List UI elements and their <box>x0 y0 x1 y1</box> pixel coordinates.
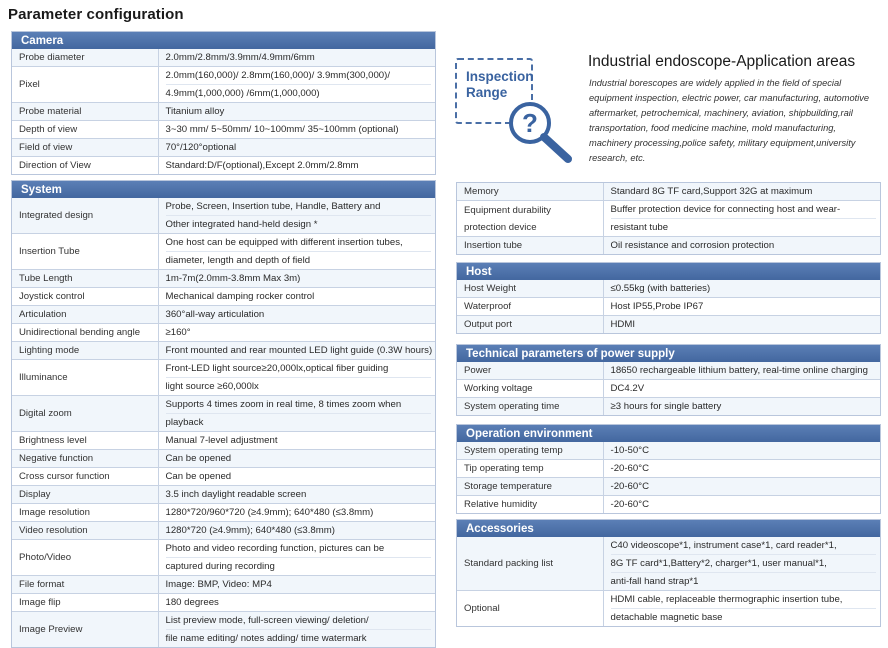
spec-row <box>12 360 435 396</box>
spec-value-line: -20-60°C <box>610 499 649 510</box>
spec-value-line: Supports 4 times zoom in real time, 8 times zoom when <box>166 396 432 414</box>
spec-label: Articulation <box>12 306 158 324</box>
spec-row <box>12 139 435 157</box>
spec-value-line: 8G TF card*1,Battery*2, charger*1, user manual*1, <box>611 555 877 573</box>
spec-value-line: captured during recording <box>165 561 275 572</box>
spec-value <box>158 103 435 121</box>
camera-panel <box>11 31 436 175</box>
inspection-label: Inspection <box>466 69 534 84</box>
spec-value-line: 1280*720/960*720 (≥4.9mm); 640*480 (≤3.8mm) <box>165 507 374 518</box>
spec-label: Probe material <box>12 103 158 121</box>
spec-value-line: 2.0mm(160,000)/ 2.8mm(160,000)/ 3.9mm(300,000)/ <box>166 67 432 85</box>
spec-label: System operating time <box>457 398 603 416</box>
host-header: Host <box>457 263 880 280</box>
spec-label: Insertion tube <box>457 237 603 255</box>
spec-row <box>12 67 435 103</box>
range-label: Range <box>466 85 508 100</box>
spec-label: Pixel <box>12 67 158 103</box>
spec-value-line: ≤0.55kg (with batteries) <box>610 283 711 294</box>
spec-value <box>603 496 880 514</box>
host-table <box>457 280 880 333</box>
spec-value-line: One host can be equipped with different insertion tubes, <box>166 234 432 252</box>
spec-value <box>158 288 435 306</box>
spec-value-line: 2.0mm/2.8mm/3.9mm/4.9mm/6mm <box>165 52 315 63</box>
spec-label: Integrated design <box>12 198 158 234</box>
spec-value <box>158 198 435 234</box>
spec-row <box>457 201 880 237</box>
spec-value <box>158 396 435 432</box>
spec-value-line: Standard 8G TF card,Support 32G at maximum <box>610 186 813 197</box>
spec-label: Probe diameter <box>12 49 158 67</box>
spec-value-line: diameter, length and depth of field <box>165 255 311 266</box>
spec-value-line: 3~30 mm/ 5~50mm/ 10~100mm/ 35~100mm (optional) <box>165 124 399 135</box>
spec-value <box>158 576 435 594</box>
power-table <box>457 362 880 415</box>
spec-row <box>457 442 880 460</box>
spec-value <box>158 234 435 270</box>
spec-value <box>158 139 435 157</box>
spec-value <box>603 237 880 255</box>
spec-label: Brightness level <box>12 432 158 450</box>
spec-row <box>12 450 435 468</box>
spec-row <box>12 198 435 234</box>
spec-label: Working voltage <box>457 380 603 398</box>
application-title: Industrial endoscope-Application areas <box>588 53 856 70</box>
spec-value-line: 180 degrees <box>165 597 219 608</box>
spec-row <box>12 432 435 450</box>
camera-table <box>12 49 435 174</box>
spec-value-line: 3.5 inch daylight readable screen <box>165 489 307 500</box>
spec-value <box>603 183 880 201</box>
spec-row <box>12 306 435 324</box>
spec-label: Display <box>12 486 158 504</box>
memory-table <box>457 183 880 254</box>
spec-row <box>12 342 435 360</box>
spec-label: Storage temperature <box>457 478 603 496</box>
spec-value <box>158 540 435 576</box>
spec-row <box>12 576 435 594</box>
spec-value-line: HDMI <box>610 319 636 330</box>
spec-row <box>457 537 880 591</box>
system-header: System <box>12 181 435 198</box>
spec-row <box>12 49 435 67</box>
spec-label: Optional <box>457 591 603 627</box>
spec-label: Waterproof <box>457 298 603 316</box>
spec-label: Depth of view <box>12 121 158 139</box>
environment-table <box>457 442 880 513</box>
spec-label: Insertion Tube <box>12 234 158 270</box>
spec-row <box>457 478 880 496</box>
spec-row <box>457 280 880 298</box>
spec-label: Image Preview <box>12 612 158 648</box>
spec-value <box>158 522 435 540</box>
camera-header: Camera <box>12 32 435 49</box>
spec-value-line: light source ≥60,000lx <box>165 381 259 392</box>
spec-value-line: Can be opened <box>165 471 232 482</box>
spec-label: Power <box>457 362 603 380</box>
spec-value <box>158 432 435 450</box>
spec-label: Photo/Video <box>12 540 158 576</box>
spec-row <box>12 522 435 540</box>
spec-row <box>12 121 435 139</box>
power-header: Technical parameters of power supply <box>457 345 880 362</box>
spec-value-line: 360°all-way articulation <box>165 309 265 320</box>
spec-value-line: 1m-7m(2.0mm-3.8mm Max 3m) <box>165 273 301 284</box>
spec-value-line: detachable magnetic base <box>610 612 723 623</box>
spec-value-line: Buffer protection device for connecting host and wear- <box>611 201 877 219</box>
spec-value <box>158 157 435 175</box>
spec-label: Tube Length <box>12 270 158 288</box>
spec-value <box>158 342 435 360</box>
spec-value <box>158 486 435 504</box>
spec-label: Memory <box>457 183 603 201</box>
spec-value <box>603 380 880 398</box>
spec-value <box>603 362 880 380</box>
spec-row <box>12 468 435 486</box>
spec-value <box>158 360 435 396</box>
spec-row <box>457 380 880 398</box>
spec-value-line: DC4.2V <box>610 383 645 394</box>
page-title: Parameter configuration <box>8 6 184 23</box>
spec-value-line: Other integrated hand-held design * <box>165 219 318 230</box>
spec-label: Illuminance <box>12 360 158 396</box>
spec-row <box>12 486 435 504</box>
spec-label: Direction of View <box>12 157 158 175</box>
spec-value-line: -20-60°C <box>610 463 649 474</box>
spec-label: Image flip <box>12 594 158 612</box>
spec-value-line: Titanium alloy <box>165 106 225 117</box>
spec-row <box>12 103 435 121</box>
system-table <box>12 198 435 647</box>
spec-label: Relative humidity <box>457 496 603 514</box>
spec-value <box>158 612 435 648</box>
spec-value <box>603 316 880 334</box>
spec-value <box>603 280 880 298</box>
spec-value <box>158 270 435 288</box>
spec-label: Lighting mode <box>12 342 158 360</box>
spec-row <box>12 540 435 576</box>
spec-value-line: Photo and video recording function, pictures can be <box>166 540 432 558</box>
spec-value <box>603 537 880 591</box>
spec-value-line: anti-fall hand strap*1 <box>610 576 699 587</box>
spec-row <box>457 316 880 334</box>
spec-label: Cross cursor function <box>12 468 158 486</box>
spec-label: Field of view <box>12 139 158 157</box>
spec-row <box>457 183 880 201</box>
accessories-panel <box>456 519 881 627</box>
spec-value-line: -20-60°C <box>610 481 649 492</box>
spec-value-line: 1280*720 (≥4.9mm); 640*480 (≤3.8mm) <box>165 525 335 536</box>
spec-value <box>603 398 880 416</box>
spec-value <box>158 306 435 324</box>
spec-value <box>158 594 435 612</box>
spec-row <box>457 298 880 316</box>
spec-value-line: resistant tube <box>610 222 669 233</box>
spec-value-line: Front-LED light source≥20,000lx,optical fiber guiding <box>166 360 432 378</box>
spec-row <box>12 270 435 288</box>
power-panel <box>456 344 881 416</box>
spec-row <box>457 237 880 255</box>
spec-label: Standard packing list <box>457 537 603 591</box>
spec-value-line: Oil resistance and corrosion protection <box>610 240 775 251</box>
spec-value <box>158 67 435 103</box>
svg-text:?: ? <box>522 108 538 138</box>
spec-value <box>603 298 880 316</box>
spec-value <box>158 49 435 67</box>
spec-value <box>603 442 880 460</box>
spec-row <box>457 496 880 514</box>
spec-value <box>603 478 880 496</box>
spec-label: Host Weight <box>457 280 603 298</box>
spec-value-line: C40 videoscope*1, instrument case*1, card reader*1, <box>611 537 877 555</box>
spec-value-line: 18650 rechargeable lithium battery, real-time online charging <box>610 365 868 376</box>
spec-value <box>158 450 435 468</box>
system-panel <box>11 180 436 648</box>
spec-row <box>457 398 880 416</box>
spec-value <box>158 121 435 139</box>
spec-label: Joystick control <box>12 288 158 306</box>
spec-value-line: ≥160° <box>165 327 191 338</box>
spec-row <box>12 594 435 612</box>
spec-value <box>158 324 435 342</box>
accessories-header: Accessories <box>457 520 880 537</box>
spec-value <box>158 504 435 522</box>
host-panel <box>456 262 881 334</box>
spec-row <box>457 591 880 627</box>
spec-value <box>603 201 880 237</box>
spec-value <box>158 468 435 486</box>
spec-label: Output port <box>457 316 603 334</box>
spec-value-line: Can be opened <box>165 453 232 464</box>
spec-row <box>12 157 435 175</box>
spec-value-line: List preview mode, full-screen viewing/ deletion/ <box>166 612 432 630</box>
spec-value-line: Manual 7-level adjustment <box>165 435 278 446</box>
spec-row <box>12 324 435 342</box>
spec-value-line: Front mounted and rear mounted LED light guide (0.3W hours) <box>165 345 433 356</box>
spec-value-line: 70°/120°optional <box>165 142 237 153</box>
spec-label: Digital zoom <box>12 396 158 432</box>
accessories-table <box>457 537 880 626</box>
spec-value-line: -10-50°C <box>610 445 649 456</box>
spec-label: File format <box>12 576 158 594</box>
application-description: Industrial borescopes are widely applied in the field of special equipment inspection, electric power, car manufacturing, automotive aftermarket, petrochemical, machinery, aviation, shipbuilding,rail transportation, food medicine machine, mold manufacturing, machinery processing,police safety, military equipment,university research, etc. <box>589 78 870 163</box>
spec-row <box>12 504 435 522</box>
spec-row <box>12 396 435 432</box>
spec-value-line: Mechanical damping rocker control <box>165 291 315 302</box>
spec-label: Tip operating temp <box>457 460 603 478</box>
spec-value <box>603 460 880 478</box>
spec-row <box>12 234 435 270</box>
spec-label: Negative function <box>12 450 158 468</box>
spec-value-line: 4.9mm(1,000,000) /6mm(1,000,000) <box>165 88 320 99</box>
memory-panel <box>456 182 881 255</box>
spec-label: Video resolution <box>12 522 158 540</box>
environment-header: Operation environment <box>457 425 880 442</box>
spec-label: Equipment durability protection device <box>457 201 603 237</box>
environment-panel <box>456 424 881 514</box>
spec-label: Unidirectional bending angle <box>12 324 158 342</box>
spec-value-line: Standard:D/F(optional),Except 2.0mm/2.8mm <box>165 160 359 171</box>
magnifier-question-icon <box>504 97 576 163</box>
spec-value-line: HDMI cable, replaceable thermographic insertion tube, <box>611 591 877 609</box>
spec-value-line: playback <box>165 417 204 428</box>
spec-value-line: Probe, Screen, Insertion tube, Handle, Battery and <box>166 198 432 216</box>
spec-value-line: file name editing/ notes adding/ time watermark <box>165 633 367 644</box>
spec-value-line: Host IP55,Probe IP67 <box>610 301 704 312</box>
spec-row <box>457 460 880 478</box>
spec-row <box>12 288 435 306</box>
spec-row <box>12 612 435 648</box>
spec-label: Image resolution <box>12 504 158 522</box>
spec-row <box>457 362 880 380</box>
spec-value-line: Image: BMP, Video: MP4 <box>165 579 272 590</box>
spec-value <box>603 591 880 627</box>
spec-label: System operating temp <box>457 442 603 460</box>
spec-value-line: ≥3 hours for single battery <box>610 401 722 412</box>
